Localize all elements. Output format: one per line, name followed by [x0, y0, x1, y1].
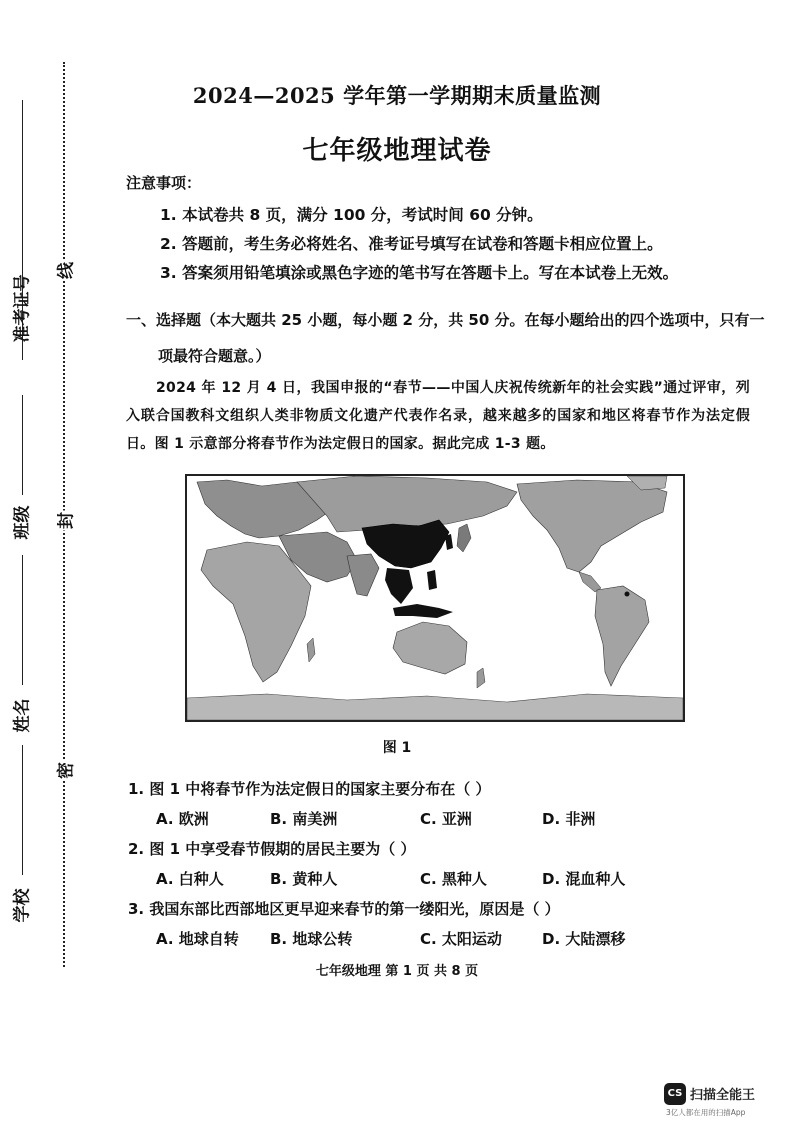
antarctica-landmass: [187, 694, 683, 720]
camscanner-logo-icon: CS: [664, 1083, 686, 1105]
question-option: D. 大陆漂移: [542, 930, 626, 948]
note-item: 1. 本试卷共 8 页，满分 100 分，考试时间 60 分钟。: [160, 206, 543, 224]
section-title-cont: 项最符合题意。）: [158, 347, 271, 365]
new-zealand-landmass: [477, 668, 485, 688]
question-stem: 1. 图 1 中将春节作为法定假日的国家主要分布在（ ）: [128, 780, 491, 798]
camscanner-name: 扫描全能王: [690, 1088, 756, 1103]
question-option: D. 混血种人: [542, 870, 626, 888]
question-option: A. 欧洲: [156, 810, 209, 828]
passage-text: 2024 年 12 月 4 日，我国申报的“春节——中国人庆祝传统新年的社会实践”通过评审，列入联合国教科文组织人类非物质文化遗产代表作名录，越来越多的国家和地区将春节作为法定假日。图 1 示意部分将春节作为法定假日的国家。据此完成 1-3 题。: [126, 380, 750, 452]
seal-char-line: 线: [52, 261, 77, 281]
question-option: D. 非洲: [542, 810, 596, 828]
seal-char-secret: 密: [52, 761, 77, 781]
page-footer: 七年级地理 第 1 页 共 8 页: [315, 964, 479, 979]
southeast-asia-highlight: [385, 568, 413, 604]
school-label: 学校: [12, 888, 33, 923]
note-item: 3. 答案须用铅笔填涂或黑色字迹的笔书写在答题卡上。写在本试卷上无效。: [160, 264, 679, 282]
world-map-figure: [185, 474, 685, 722]
question-option: C. 黑种人: [420, 870, 487, 888]
north-america-landmass: [517, 480, 667, 572]
question-option: A. 白种人: [156, 870, 224, 888]
camscanner-tagline: 3亿人都在用的扫描App: [666, 1108, 746, 1117]
question-option: B. 地球公转: [270, 930, 353, 948]
exam-no-label: 准考证号: [12, 274, 33, 343]
question-option: B. 黄种人: [270, 870, 338, 888]
class-blank-line: [22, 395, 23, 495]
seal-char-seal: 封: [52, 511, 77, 531]
korea-highlight: [445, 534, 453, 550]
name-label: 姓名: [12, 698, 33, 733]
class-label: 班级: [12, 505, 33, 540]
section-title: 一、选择题（本大题共 25 小题，每小题 2 分，共 50 分。在每小题给出的四个选项中，只有一: [126, 311, 765, 329]
indonesia-highlight: [393, 604, 453, 618]
japan-landmass: [457, 524, 471, 552]
india-landmass: [347, 554, 379, 596]
question-option: B. 南美洲: [270, 810, 338, 828]
question-option: C. 太阳运动: [420, 930, 502, 948]
exam-title-line1: 2024—2025 学年第一学期期末质量监测: [192, 83, 602, 108]
madagascar-landmass: [307, 638, 315, 662]
north-asia-landmass: [297, 476, 517, 532]
south-america-landmass: [595, 586, 649, 686]
philippines-highlight: [427, 570, 437, 590]
central-america-landmass: [579, 572, 601, 592]
question-option: C. 亚洲: [420, 810, 472, 828]
figure-caption: 图 1: [382, 740, 412, 756]
question-option: A. 地球自转: [156, 930, 239, 948]
question-stem: 3. 我国东部比西部地区更早迎来春节的第一缕阳光，原因是（ ）: [128, 900, 560, 918]
notes-heading: 注意事项：: [126, 174, 202, 192]
question-stem: 2. 图 1 中享受春节假期的居民主要为（ ）: [128, 840, 416, 858]
suriname-marker: [625, 592, 630, 597]
exam-title-line2: 七年级地理试卷: [302, 136, 492, 166]
note-item: 2. 答题前，考生务必将姓名、准考证号填写在试卷和答题卡相应位置上。: [160, 235, 663, 253]
name-blank-line: [22, 555, 23, 685]
school-blank-line: [22, 745, 23, 875]
world-map: [187, 476, 683, 720]
australia-landmass: [393, 622, 467, 674]
